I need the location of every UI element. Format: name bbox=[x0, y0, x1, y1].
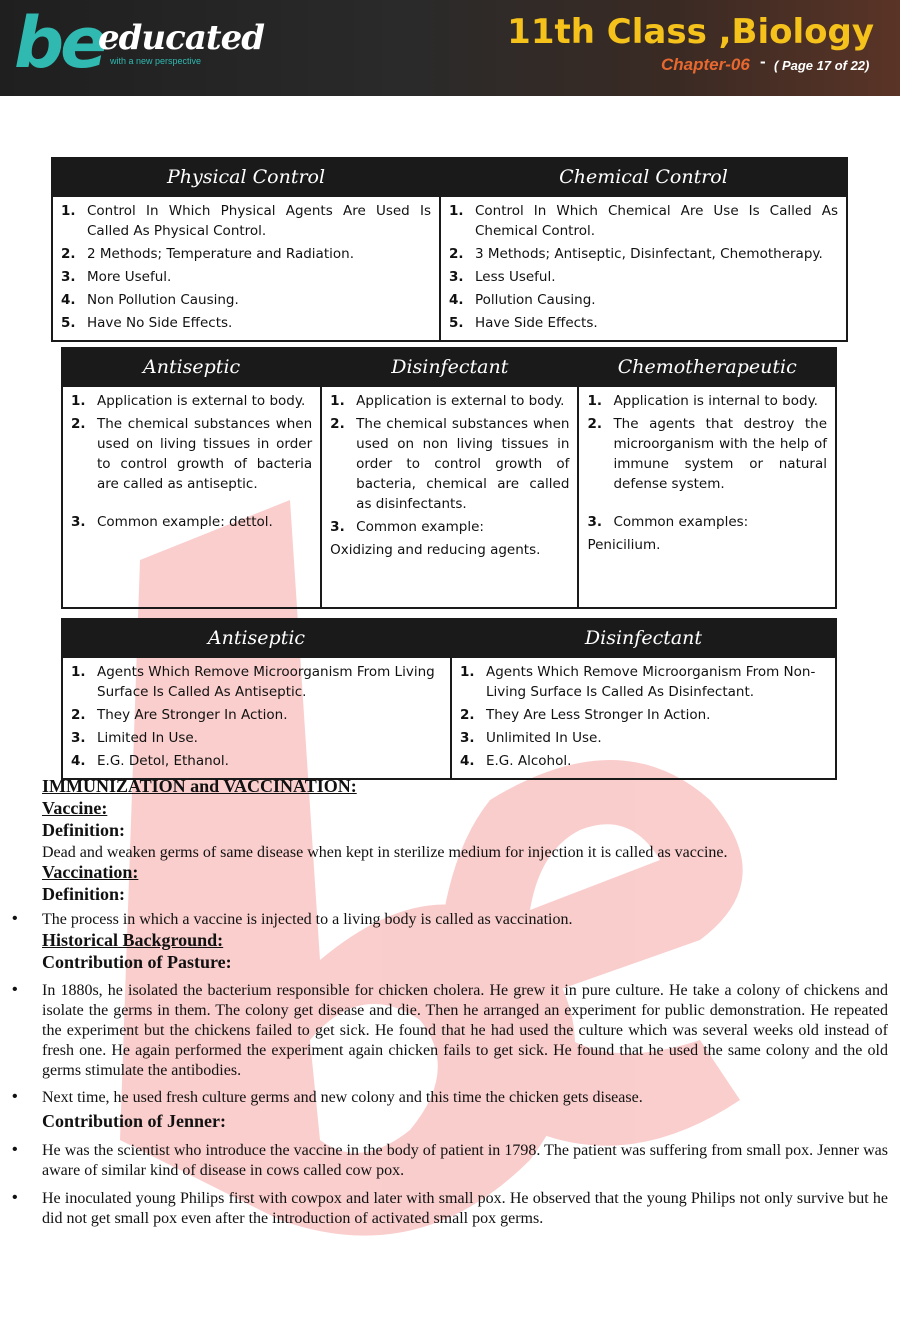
chemotherapeutic-cell bbox=[578, 386, 836, 608]
subheading-vaccine: Vaccine: bbox=[42, 798, 108, 818]
list-item: 4. E.G. Detol, Ethanol. bbox=[71, 753, 229, 769]
chemotherapeutic-header: Chemotherapeutic bbox=[578, 348, 836, 386]
antiseptic-header: Antiseptic bbox=[62, 619, 451, 657]
vaccination-definition: The process in which a vaccine is injected to a living body is called as vaccination. bbox=[42, 911, 573, 928]
chemical-control-cell bbox=[440, 196, 847, 341]
bullet-icon: • bbox=[12, 1088, 18, 1105]
list-item: 2. 3 Methods; Antiseptic, Disinfectant, Chemotherapy. bbox=[449, 246, 823, 262]
subheading-jenner: Contribution of Jenner: bbox=[42, 1111, 226, 1131]
list-item: 2. They Are Stronger In Action. bbox=[71, 707, 288, 723]
disinfectant-header: Disinfectant bbox=[321, 348, 578, 386]
logo-be: be bbox=[14, 2, 104, 84]
list-item-continuation: Penicilium. bbox=[587, 537, 661, 553]
list-item: 3. Common example: bbox=[330, 519, 484, 535]
jenner-paragraph: He was the scientist who introduce the vaccine in the body of patient in 1798. The patient was suffering from small pox. Jenner was aware of similar kind of disease in cows called cow pox. bbox=[42, 1142, 888, 1179]
page-header bbox=[0, 0, 900, 96]
list-item-continuation: Oxidizing and reducing agents. bbox=[330, 542, 541, 558]
list-item: 2. 2 Methods; Temperature and Radiation. bbox=[61, 246, 354, 262]
pasture-paragraph: Next time, he used fresh culture germs and new colony and this time the chicken gets disease. bbox=[42, 1089, 643, 1106]
list-item: 3. Less Useful. bbox=[449, 269, 556, 285]
page-number: ( Page 17 of 22) bbox=[774, 58, 870, 73]
list-item: 1. Control In Which Chemical Are Use Is Called As Chemical Control. bbox=[449, 203, 838, 239]
disinfectant-header: Disinfectant bbox=[451, 619, 836, 657]
list-item: 1. Application is internal to body. bbox=[587, 393, 818, 409]
section-heading: IMMUNIZATION and VACCINATION: bbox=[42, 776, 357, 796]
antiseptic-header: Antiseptic bbox=[62, 348, 321, 386]
list-item: 5. Have No Side Effects. bbox=[61, 315, 233, 331]
physical-control-header: Physical Control bbox=[52, 158, 440, 196]
bullet-icon: • bbox=[12, 1141, 18, 1158]
antiseptic-disinfectant-table bbox=[61, 618, 837, 780]
list-item: 1. Application is external to body. bbox=[71, 393, 306, 409]
list-item: 2. The chemical substances when used on living tissues in order to control growth of bacteria are called as antiseptic. bbox=[71, 416, 313, 492]
list-item: 3. Unlimited In Use. bbox=[459, 730, 602, 746]
list-item: 4. Non Pollution Causing. bbox=[61, 292, 239, 308]
vaccine-definition: Dead and weaken germs of same disease when kept in sterilize medium for injection it is called as vaccine. bbox=[42, 844, 728, 861]
disinfectant-cell bbox=[321, 386, 578, 608]
antiseptic-cell bbox=[62, 657, 451, 779]
chapter-label: Chapter-06 bbox=[661, 55, 750, 74]
list-item: 2. They Are Less Stronger In Action. bbox=[459, 707, 711, 723]
logo-wordmark: educated bbox=[98, 18, 264, 58]
physical-control-cell bbox=[52, 196, 440, 341]
list-item: 3. Limited In Use. bbox=[71, 730, 198, 746]
antiseptic-cell bbox=[62, 386, 321, 608]
bullet-icon: • bbox=[12, 910, 18, 927]
logo bbox=[14, 2, 264, 90]
list-item: 3. Common example: dettol. bbox=[71, 514, 273, 530]
bullet-icon: • bbox=[12, 1189, 18, 1206]
list-item: 4. Pollution Causing. bbox=[449, 292, 596, 308]
list-item: 5. Have Side Effects. bbox=[449, 315, 598, 331]
pasture-paragraph: In 1880s, he isolated the bacterium responsible for chicken cholera. He grew it in pure culture. He take a colony of chickens and isolate the germs in them. The colony get disease and die. Then he arranged an experiment for public demonstration. He repeated the experiment but the chickens failed to get sick. He found that he had used the culture which was several weeks old instead of fresh one. He again performed the experiment again chicken fails to get sick. He found that he used the same colony and the old germs stimulate the antibodies. bbox=[42, 982, 888, 1079]
list-item: 3. More Useful. bbox=[61, 269, 172, 285]
bullet-icon: • bbox=[12, 981, 18, 998]
list-item: 2. The agents that destroy the microorganism with the help of immune system or natural defense system. bbox=[587, 416, 827, 492]
list-item: 1. Control In Which Physical Agents Are Used Is Called As Physical Control. bbox=[61, 203, 431, 239]
disinfectant-cell bbox=[451, 657, 836, 779]
definition-label: Definition: bbox=[42, 820, 125, 840]
list-item: 4. E.G. Alcohol. bbox=[459, 753, 572, 769]
list-item: 1. Agents Which Remove Microorganism From Non-Living Surface Is Called As Disinfectant. bbox=[459, 664, 816, 700]
list-item: 1. Agents Which Remove Microorganism From Living Surface Is Called As Antiseptic. bbox=[71, 664, 435, 700]
page-title: 11th Class ,Biology bbox=[507, 12, 874, 52]
jenner-paragraph: He inoculated young Philips first with cowpox and later with small pox. He observed that the young Philips not only survive but he did not get small pox even after the introduction of activated small pox germs. bbox=[42, 1190, 888, 1227]
control-comparison-table bbox=[51, 157, 848, 342]
chemical-control-header: Chemical Control bbox=[440, 158, 847, 196]
chemical-agents-table bbox=[61, 347, 837, 609]
subheading-pasture: Contribution of Pasture: bbox=[42, 952, 232, 972]
header-dash: - bbox=[760, 52, 766, 71]
subheading-history: Historical Background: bbox=[42, 930, 224, 950]
list-item: 2. The chemical substances when used on non living tissues in order to control growth of bacteria, chemical are called as disinfectants. bbox=[330, 416, 570, 512]
list-item: 3. Common examples: bbox=[587, 514, 749, 530]
list-item: 1. Application is external to body. bbox=[330, 393, 565, 409]
subheading-vaccination: Vaccination: bbox=[42, 862, 139, 882]
definition-label: Definition: bbox=[42, 884, 125, 904]
logo-tagline: with a new perspective bbox=[110, 56, 202, 66]
